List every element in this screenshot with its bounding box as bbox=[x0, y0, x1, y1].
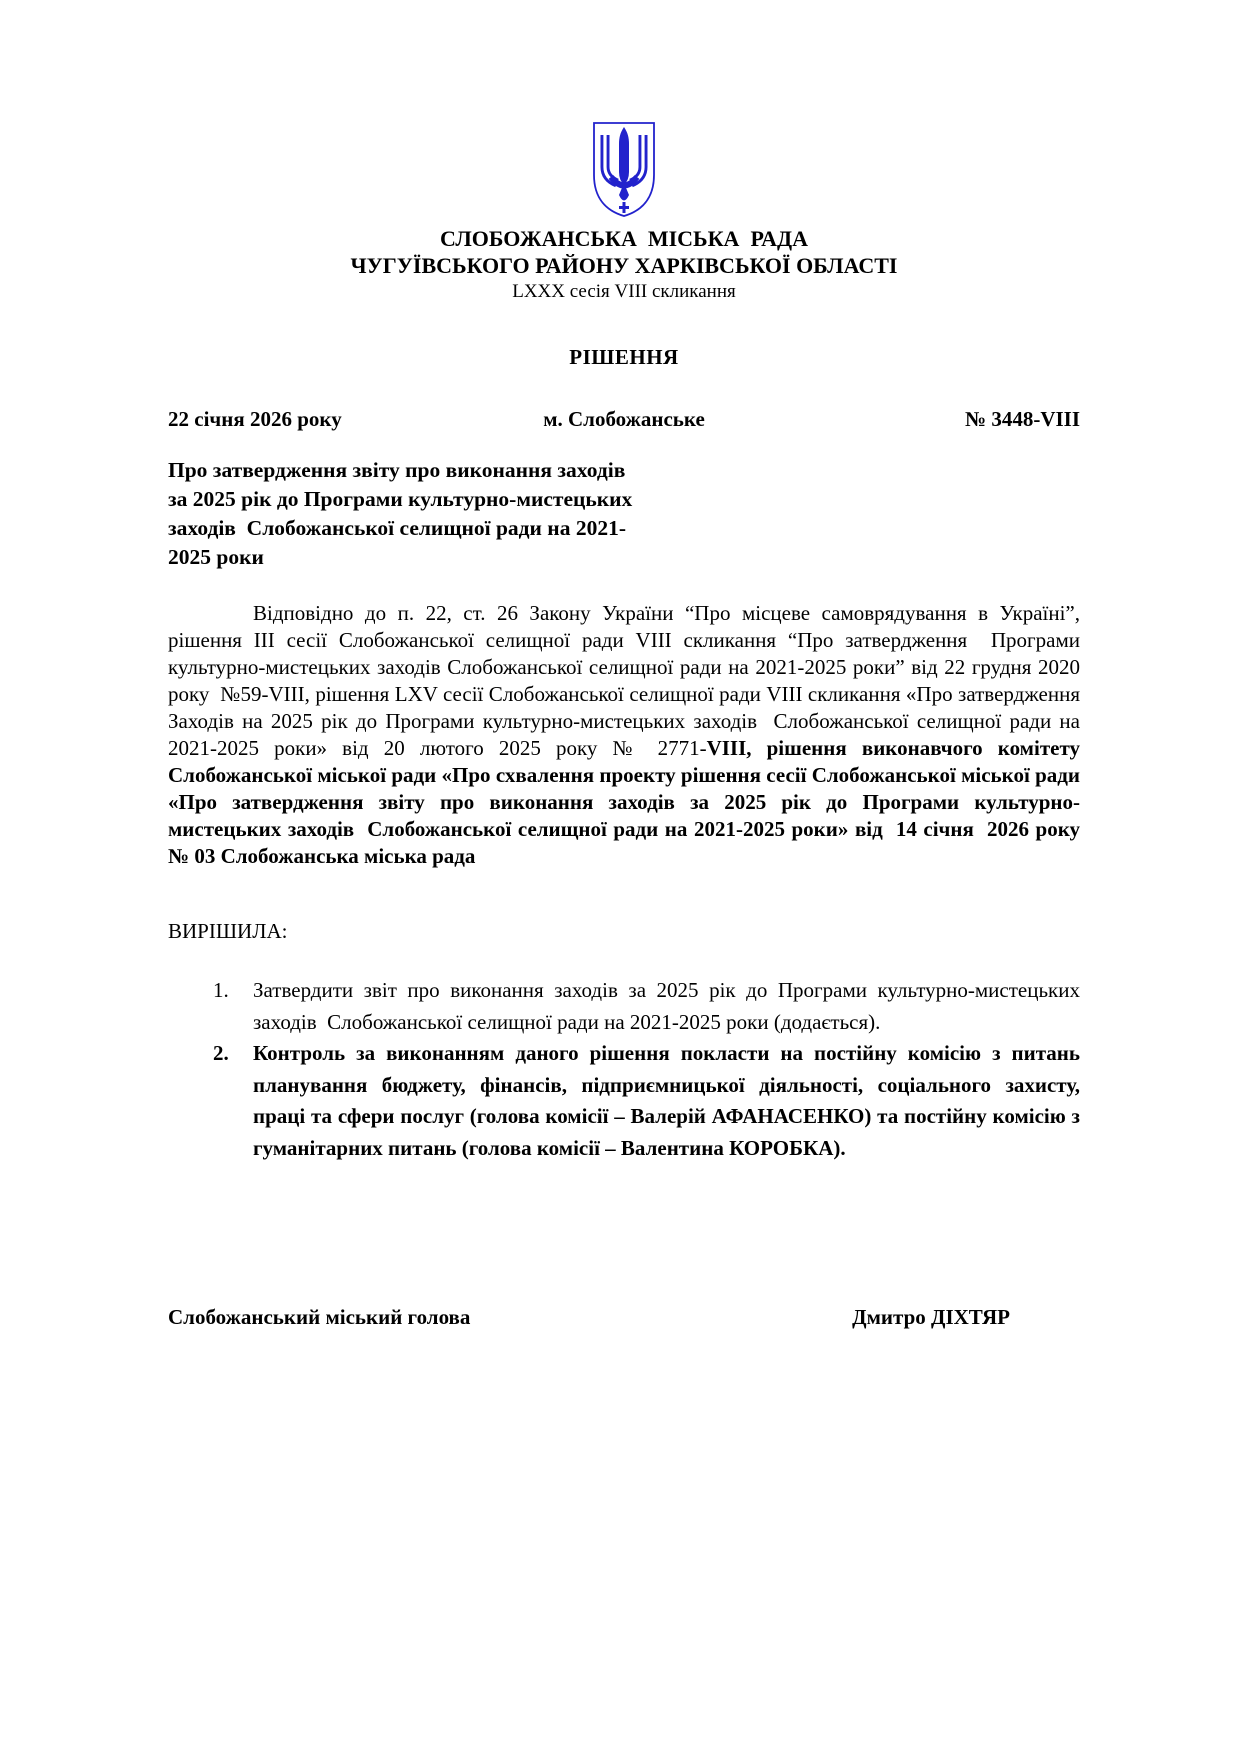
document-number: № 3448-VIII bbox=[964, 407, 1080, 431]
resolution-item-number: 1. bbox=[213, 978, 229, 1002]
signatory-position: Слобожанський міський голова bbox=[168, 1305, 471, 1329]
resolution-item-number: 2. bbox=[213, 1041, 229, 1065]
organization-name: СЛОБОЖАНСЬКА МІСЬКА РАДА bbox=[440, 226, 808, 251]
resolution-item-text: Затвердити звіт про виконання заходів за 2025 рік до Програми культурно-мистецьких заходів Слобожанської селищної ради на 2021-2025 роки (додається). bbox=[253, 978, 1086, 1034]
session-line: LXXX сесія VIII скликання bbox=[512, 281, 736, 302]
resolution-item-text: Контроль за виконанням даного рішення покласти на постійну комісію з питань планування бюджету, фінансів, підприємницької діяльності, соціального захисту, праці та сфери послуг (голова комісії – Валерій АФАНАСЕНКО) та постійну комісію з гуманітарних питань (голова комісії – Валентина КОРОБКА). bbox=[253, 1041, 1086, 1160]
preamble-text-bold: VIII, рішення виконавчого комітету Слобожанської міської ради «Про схвалення проекту рішення сесії Слобожанської міської ради «Про затвердження звіту про виконання заходів за 2025 рік до Програми культурно-мистецьких заходів Слобожанської селищної ради на 2021-2025 роки» від 14 січня 2026 року № 03 Слобожанська міська рада bbox=[168, 736, 1086, 868]
emblem-container bbox=[168, 120, 1080, 220]
document-type-heading: РІШЕННЯ bbox=[569, 345, 679, 369]
decided-label: ВИРІШИЛА: bbox=[168, 919, 288, 943]
document-date: 22 січня 2026 року bbox=[168, 407, 342, 431]
signature-row bbox=[168, 1304, 1080, 1330]
document-title-line: заходів Слобожанської селищної ради на 2021- bbox=[168, 516, 626, 540]
document-meta-row bbox=[168, 406, 1080, 432]
preamble-paragraph bbox=[168, 600, 1086, 870]
document-title bbox=[168, 456, 1080, 572]
organization-region: ЧУГУЇВСЬКОГО РАЙОНУ ХАРКІВСЬКОЇ ОБЛАСТІ bbox=[350, 253, 898, 278]
signatory-name: Дмитро ДІХТЯР bbox=[852, 1305, 1010, 1329]
trident-emblem-icon bbox=[588, 201, 660, 225]
document-title-line: 2025 роки bbox=[168, 545, 264, 569]
resolution-item-2 bbox=[168, 1038, 1086, 1164]
resolutions-list bbox=[168, 975, 1086, 1164]
document-title-line: Про затвердження звіту про виконання заходів bbox=[168, 458, 626, 482]
preamble-text-regular: Відповідно до п. 22, ст. 26 Закону України “Про місцеве самоврядування в Україні”, рішення ІІІ сесії Слобожанської селищної ради VIII скликання “Про затвердження Програми культурно-мистецьких заходів Слобожанської селищної ради на 2021-2025 роки” від 22 грудня 2020 року №59-VIII, рішення LXV сесії Слобожанської селищної ради VIII скликання «Про затвердження Заходів на 2025 рік до Програми культурно-мистецьких заходів Слобожанської селищної ради на 2021-2025 роки» від 20 лютого 2025 року № 2771- bbox=[168, 601, 1086, 760]
document-title-line: за 2025 рік до Програми культурно-мистецьких bbox=[168, 487, 633, 511]
resolution-item-1 bbox=[168, 975, 1086, 1038]
document-place: м. Слобожанське bbox=[543, 407, 705, 431]
